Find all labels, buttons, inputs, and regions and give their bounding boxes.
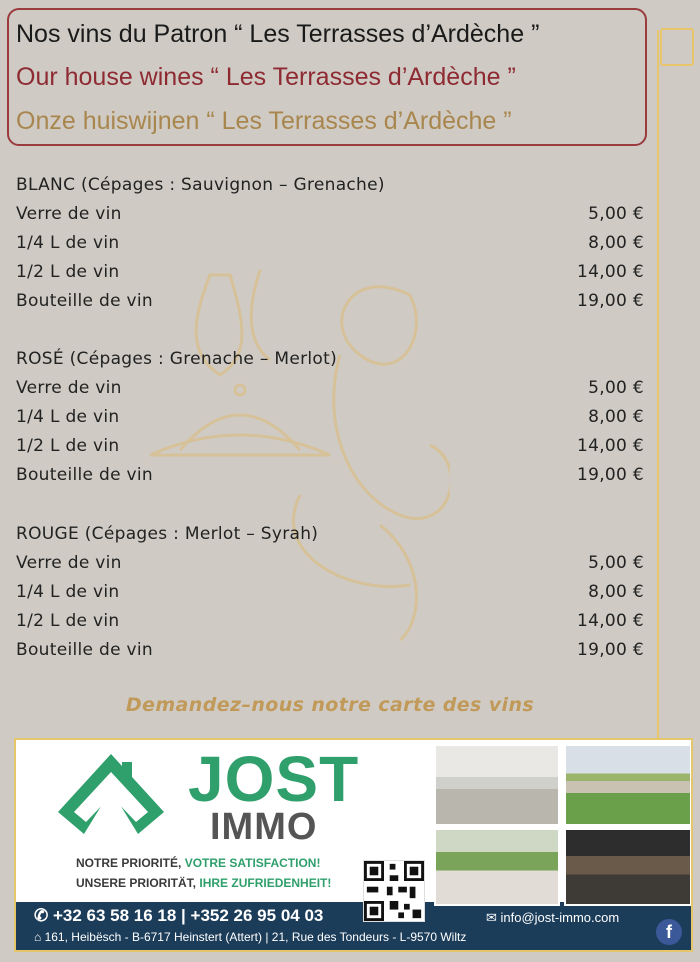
- photo-kitchen: [434, 744, 560, 826]
- item-label: Verre de vin: [16, 378, 122, 398]
- item-price: 19,00 €: [577, 640, 644, 660]
- item-label: 1/4 L de vin: [16, 582, 120, 602]
- email-link[interactable]: ✉ info@jost-immo.com: [486, 910, 620, 925]
- item-label: Bouteille de vin: [16, 640, 154, 660]
- slogan-fr-a: NOTRE PRIORITÉ,: [76, 856, 185, 870]
- qr-code-icon[interactable]: [363, 860, 425, 922]
- phone-numbers[interactable]: ✆ +32 63 58 16 18 | +352 26 95 04 03: [34, 906, 324, 925]
- slogan-de-b: IHRE ZUFRIEDENHEIT!: [199, 876, 332, 890]
- item-price: 14,00 €: [577, 262, 644, 282]
- item-label: Verre de vin: [16, 553, 122, 573]
- item-label: Bouteille de vin: [16, 291, 154, 311]
- item-price: 19,00 €: [577, 291, 644, 311]
- item-label: 1/2 L de vin: [16, 262, 120, 282]
- slogan-de-a: UNSERE PRIORITÄT,: [76, 876, 200, 890]
- title-nl: Onze huiswijnen “ Les Terrasses d’Ardèche ”: [16, 107, 512, 135]
- price-row: [16, 291, 644, 315]
- item-label: 1/2 L de vin: [16, 611, 120, 631]
- jost-immo-ad[interactable]: [14, 738, 693, 952]
- price-row: [16, 582, 644, 606]
- item-price: 14,00 €: [577, 436, 644, 456]
- section-title-rouge: ROUGE (Cépages : Merlot – Syrah): [16, 524, 319, 544]
- item-label: 1/2 L de vin: [16, 436, 120, 456]
- brand-jost: JOST: [188, 743, 360, 815]
- wine-list-cta: Demandez–nous notre carte des vins: [125, 694, 535, 716]
- slogan-fr-b: VOTRE SATISFACTION!: [184, 856, 321, 870]
- photo-living-room: [564, 828, 692, 906]
- price-row: [16, 204, 644, 228]
- price-row: [16, 465, 644, 489]
- item-label: Bouteille de vin: [16, 465, 154, 485]
- house-logo-icon: [56, 750, 166, 836]
- price-row: [16, 407, 644, 431]
- photo-garden: [564, 744, 692, 826]
- price-row: [16, 553, 644, 577]
- slogan-de: [76, 876, 331, 890]
- frame-line: [657, 30, 659, 740]
- item-price: 19,00 €: [577, 465, 644, 485]
- price-row: [16, 262, 644, 286]
- item-price: 5,00 €: [588, 553, 644, 573]
- item-label: Verre de vin: [16, 204, 122, 224]
- price-row: [16, 611, 644, 635]
- frame-corner: [660, 28, 694, 66]
- item-price: 8,00 €: [588, 582, 644, 602]
- item-price: 8,00 €: [588, 407, 644, 427]
- item-price: 14,00 €: [577, 611, 644, 631]
- title-en: Our house wines “ Les Terrasses d’Ardèche ”: [16, 63, 516, 91]
- price-row: [16, 233, 644, 257]
- slogan-fr: [76, 856, 320, 870]
- facebook-icon[interactable]: f: [656, 919, 682, 945]
- item-price: 8,00 €: [588, 233, 644, 253]
- addresses: ⌂ 161, Heibësch - B-6717 Heinstert (Attert) | 21, Rue des Tondeurs - L-9570 Wiltz: [34, 930, 467, 944]
- section-title-rose: ROSÉ (Cépages : Grenache – Merlot): [16, 349, 338, 369]
- item-price: 5,00 €: [588, 204, 644, 224]
- item-price: 5,00 €: [588, 378, 644, 398]
- price-row: [16, 640, 644, 664]
- section-title-blanc: BLANC (Cépages : Sauvignon – Grenache): [16, 175, 385, 195]
- price-row: [16, 378, 644, 402]
- price-row: [16, 436, 644, 460]
- item-label: 1/4 L de vin: [16, 233, 120, 253]
- photo-terrace: [434, 828, 560, 906]
- item-label: 1/4 L de vin: [16, 407, 120, 427]
- title-fr: Nos vins du Patron “ Les Terrasses d’Ardèche ”: [16, 20, 540, 48]
- brand-immo: IMMO: [210, 806, 318, 848]
